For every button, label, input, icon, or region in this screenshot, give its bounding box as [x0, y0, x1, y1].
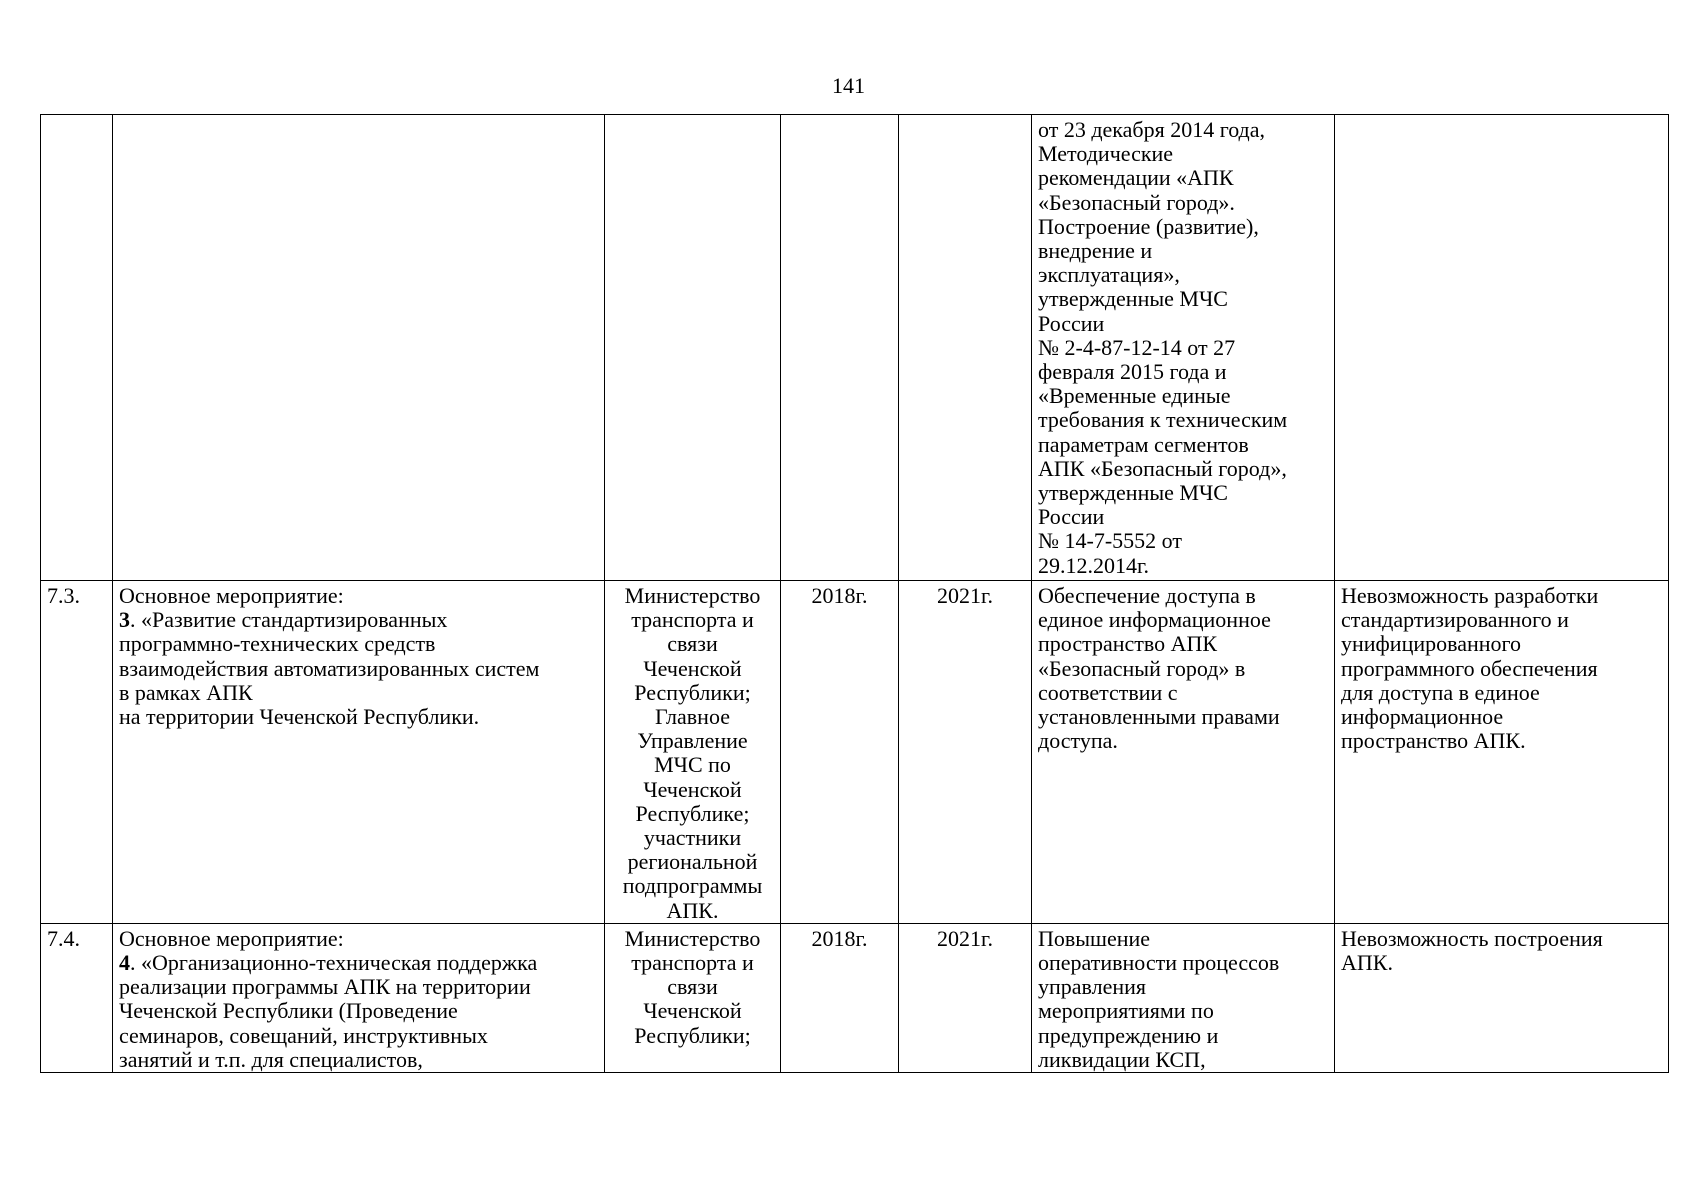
start-year-cell: 2018г. — [781, 581, 899, 924]
end-year-cell — [899, 115, 1032, 581]
end-year-cell: 2021г. — [899, 923, 1032, 1072]
program-activities-table — [40, 114, 1669, 1073]
activity-prefix: Основное мероприятие: — [119, 925, 344, 951]
result-cell: Повышение оперативности процессов управления мероприятиями по предупреждению и ликвидации КСП, — [1032, 923, 1335, 1072]
end-year-cell: 2021г. — [899, 581, 1032, 924]
executor-cell: Министерство транспорта и связи Чеченской Республики; — [605, 923, 781, 1072]
activity-cell — [113, 115, 605, 581]
result-cell: Обеспечение доступа в единое информационное пространство АПК «Безопасный город» в соответствии с установленными правами доступа. — [1032, 581, 1335, 924]
activity-text: . «Развитие стандартизированных программно-технических средств взаимодействия автоматизированных систем в рамках АПК на территории Чеченской Республики. — [119, 607, 540, 730]
consequence-cell — [1335, 115, 1669, 581]
activity-text: . «Организационно-техническая поддержка реализации программы АПК на территории Чеченской Республики (Проведение семинаров, совещаний, инструктивных занятий и т.п. для специалистов, — [119, 950, 538, 1072]
result-cell: от 23 декабря 2014 года, Методические рекомендации «АПК «Безопасный город». Построение (развитие), внедрение и эксплуатация», утвержденные МЧС России № 2-4-87-12-14 от 27 февраля 2015 года и «Временные единые требования к техническим параметрам сегментов АПК «Безопасный город», утвержденные МЧС России № 14-7-5552 от 29.12.2014г. — [1032, 115, 1335, 581]
row-number-cell: 7.4. — [41, 923, 113, 1072]
activity-prefix: Основное мероприятие: — [119, 583, 344, 608]
activity-number: 3 — [119, 607, 130, 633]
start-year-cell — [781, 115, 899, 581]
consequence-cell: Невозможность разработки стандартизированного и унифицированного программного обеспечения для доступа в единое информационное пространство АПК. — [1335, 581, 1669, 924]
start-year-cell: 2018г. — [781, 923, 899, 1072]
activity-number: 4 — [119, 950, 130, 976]
table-row — [41, 581, 1669, 924]
page-number: 141 — [832, 73, 865, 98]
executor-cell: Министерство транспорта и связи Чеченской Республики; Главное Управление МЧС по Чеченской Республике; участники региональной подпрограммы АПК. — [605, 581, 781, 924]
executor-cell — [605, 115, 781, 581]
table-row — [41, 923, 1669, 1072]
activity-cell — [113, 923, 605, 1072]
consequence-cell: Невозможность построения АПК. — [1335, 923, 1669, 1072]
row-number-cell: 7.3. — [41, 581, 113, 924]
table-row — [41, 115, 1669, 581]
activity-cell — [113, 581, 605, 924]
row-number-cell — [41, 115, 113, 581]
